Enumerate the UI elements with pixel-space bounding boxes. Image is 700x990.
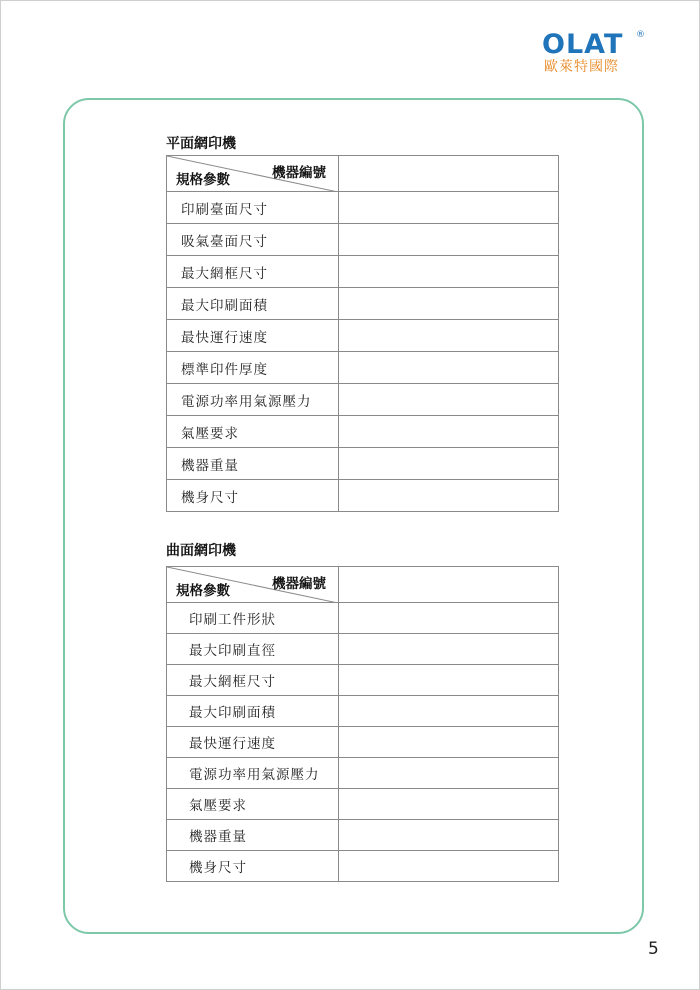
value-cell[interactable] bbox=[339, 820, 559, 851]
page-number: 5 bbox=[648, 939, 659, 959]
table-row bbox=[167, 192, 559, 224]
spec-label: 氣壓要求 bbox=[167, 789, 339, 820]
value-cell[interactable] bbox=[339, 156, 559, 192]
spec-label: 最大印刷面積 bbox=[167, 288, 339, 320]
logo-wordmark: OLAT bbox=[542, 29, 624, 60]
table-row bbox=[167, 820, 559, 851]
spec-label: 電源功率用氣源壓力 bbox=[167, 384, 339, 416]
spec-label: 最大網框尺寸 bbox=[167, 256, 339, 288]
spec-label: 最大印刷直徑 bbox=[167, 634, 339, 665]
table-header-row bbox=[167, 567, 559, 603]
header-spec-params: 規格參數 bbox=[176, 583, 230, 599]
table-body bbox=[167, 192, 559, 512]
value-cell[interactable] bbox=[339, 567, 559, 603]
section-title-flat-screen-printer: 平面網印機 bbox=[166, 136, 236, 152]
spec-label: 機身尺寸 bbox=[167, 480, 339, 512]
table-row bbox=[167, 480, 559, 512]
spec-label: 標準印件厚度 bbox=[167, 352, 339, 384]
spec-label: 機器重量 bbox=[167, 448, 339, 480]
value-cell[interactable] bbox=[339, 224, 559, 256]
table-row bbox=[167, 603, 559, 634]
spec-table-curved bbox=[166, 566, 559, 882]
table-row bbox=[167, 634, 559, 665]
table-row bbox=[167, 789, 559, 820]
value-cell[interactable] bbox=[339, 727, 559, 758]
value-cell[interactable] bbox=[339, 758, 559, 789]
value-cell[interactable] bbox=[339, 320, 559, 352]
header-spec-params: 規格參數 bbox=[176, 172, 230, 188]
diagonal-header-cell bbox=[167, 567, 339, 603]
table-row bbox=[167, 448, 559, 480]
header-machine-number: 機器編號 bbox=[272, 576, 326, 592]
spec-label: 吸氣臺面尺寸 bbox=[167, 224, 339, 256]
table-row bbox=[167, 352, 559, 384]
value-cell[interactable] bbox=[339, 448, 559, 480]
value-cell[interactable] bbox=[339, 384, 559, 416]
spec-label: 印刷臺面尺寸 bbox=[167, 192, 339, 224]
table-header-row bbox=[167, 156, 559, 192]
value-cell[interactable] bbox=[339, 851, 559, 882]
spec-label: 最快運行速度 bbox=[167, 727, 339, 758]
value-cell[interactable] bbox=[339, 416, 559, 448]
value-cell[interactable] bbox=[339, 352, 559, 384]
value-cell[interactable] bbox=[339, 634, 559, 665]
spec-table-flat bbox=[166, 155, 559, 512]
value-cell[interactable] bbox=[339, 480, 559, 512]
table-row bbox=[167, 727, 559, 758]
table-row bbox=[167, 224, 559, 256]
diagonal-header-cell bbox=[167, 156, 339, 192]
olat-logo bbox=[542, 30, 652, 80]
table-row bbox=[167, 416, 559, 448]
spec-label: 最大印刷面積 bbox=[167, 696, 339, 727]
value-cell[interactable] bbox=[339, 192, 559, 224]
value-cell[interactable] bbox=[339, 665, 559, 696]
section-title-curved-screen-printer: 曲面網印機 bbox=[166, 543, 236, 559]
spec-label: 機器重量 bbox=[167, 820, 339, 851]
spec-label: 機身尺寸 bbox=[167, 851, 339, 882]
value-cell[interactable] bbox=[339, 256, 559, 288]
logo-chinese-name: 歐萊特國際 bbox=[544, 59, 619, 75]
table-row bbox=[167, 384, 559, 416]
value-cell[interactable] bbox=[339, 789, 559, 820]
table-row bbox=[167, 665, 559, 696]
table-body bbox=[167, 603, 559, 882]
spec-label: 最快運行速度 bbox=[167, 320, 339, 352]
spec-label: 氣壓要求 bbox=[167, 416, 339, 448]
table-row bbox=[167, 288, 559, 320]
table-row bbox=[167, 696, 559, 727]
table-row bbox=[167, 851, 559, 882]
registered-mark: ® bbox=[636, 30, 645, 40]
spec-label: 最大網框尺寸 bbox=[167, 665, 339, 696]
spec-label: 電源功率用氣源壓力 bbox=[167, 758, 339, 789]
table-row bbox=[167, 758, 559, 789]
header-machine-number: 機器編號 bbox=[272, 165, 326, 181]
table-row bbox=[167, 256, 559, 288]
value-cell[interactable] bbox=[339, 603, 559, 634]
table-row bbox=[167, 320, 559, 352]
value-cell[interactable] bbox=[339, 288, 559, 320]
value-cell[interactable] bbox=[339, 696, 559, 727]
spec-label: 印刷工件形狀 bbox=[167, 603, 339, 634]
